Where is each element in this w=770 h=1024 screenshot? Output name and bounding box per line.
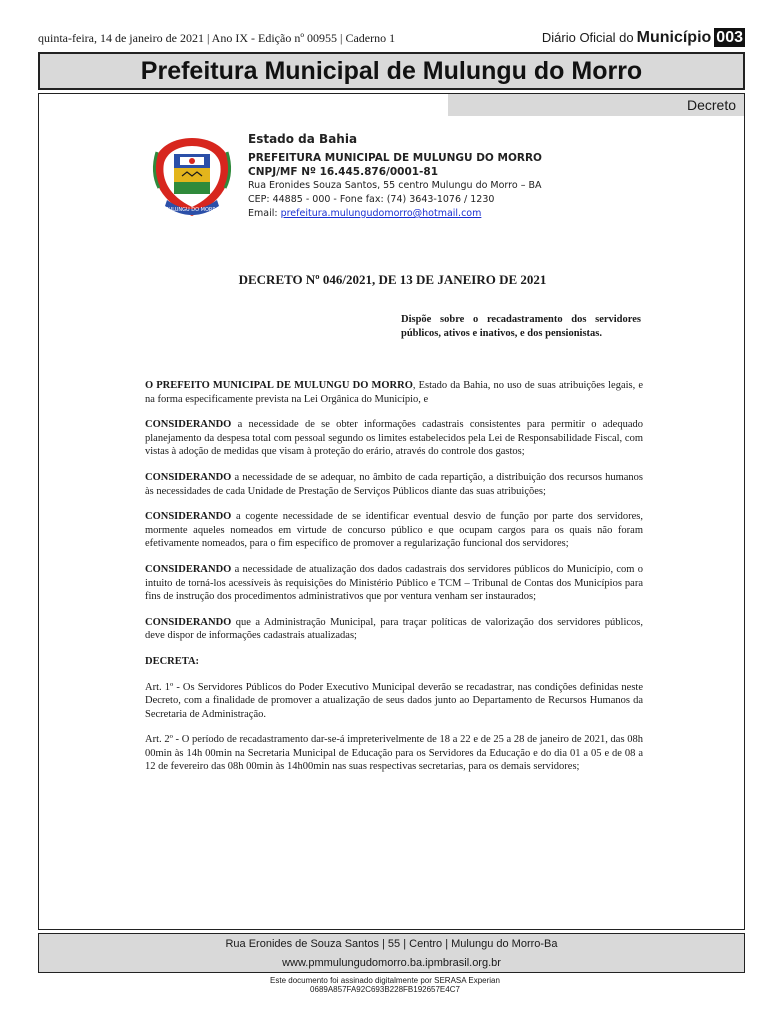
issue-dateline: quinta-feira, 14 de janeiro de 2021 | Ano IX - Edição nº 00955 | Caderno 1	[38, 31, 396, 45]
paragraph-article-2: Art. 2º - O período de recadastramento dar-se-á impreterivelmente de 18 a 22 e de 25 a 28 de janeiro de 2021, das 08h 00min às 14h 00min na Secretaria Municipal de Educação para os Servidores da Educação e do dia 01 a 05 e de 08 a 12 de fevereiro das 08h 00min às 14h00min nas suas respectivas secretarias, para os demais servidores;	[145, 734, 643, 773]
masthead-label: Diário Oficial do	[541, 30, 634, 45]
municipal-crest-icon	[147, 132, 237, 222]
page-title: Prefeitura Municipal de Mulungu do Morro	[140, 56, 643, 85]
address-line: Rua Eronides Souza Santos, 55 centro Mulungu do Morro – BA	[248, 180, 542, 191]
footer	[38, 933, 745, 973]
email-link[interactable]: prefeitura.mulungudomorro@hotmail.com	[280, 208, 482, 219]
gazette-masthead	[542, 28, 745, 47]
cep-phone-line: CEP: 44885 - 000 - Fone fax: (74) 3643-1076 / 1230	[248, 194, 495, 205]
paragraph-considerando: CONSIDERANDO que a Administração Municipal, para traçar políticas de valorização dos servidores públicos, deve dispor de informações cadastrais atualizadas;	[145, 616, 643, 642]
footer-address: Rua Eronides de Souza Santos | 55 | Centro | Mulungu do Morro-Ba	[225, 938, 558, 950]
title-banner	[38, 52, 745, 90]
paragraph-considerando: CONSIDERANDO a necessidade de se adequar, no âmbito de cada repartição, a distribuição dos recursos humanos às necessidades de cada Unidade de Prestação de Serviços Públicos diante das suas atribuições;	[145, 471, 643, 497]
digital-signature-note	[0, 976, 770, 994]
footer-website[interactable]: www.pmmulungudomorro.ba.ipmbrasil.org.br	[282, 957, 501, 969]
prefeitura-name: PREFEITURA MUNICIPAL DE MULUNGU DO MORRO	[248, 152, 542, 164]
paragraph-article-1: Art. 1º - Os Servidores Públicos do Poder Executivo Municipal deverão se recadastrar, nas condições definidas neste Decreto, com a finalidade de promover a atualização de seus dados junto ao Departamento de Recursos Humanos da Secretaria de Administração.	[145, 681, 643, 720]
signature-line: Este documento foi assinado digitalmente por SERASA Experian	[270, 976, 500, 985]
letterhead-text	[248, 132, 542, 221]
email-label: Email:	[248, 208, 281, 219]
decree-summary: Dispõe sobre o recadastramento dos servidores públicos, ativos e inativos, e dos pensionistas.	[401, 314, 641, 339]
page-number-badge: 003	[716, 29, 743, 46]
state-name: Estado da Bahia	[248, 132, 358, 146]
crest-text: MULUNGU DO MORRO	[164, 207, 220, 213]
gazette-header	[38, 28, 745, 48]
paragraph-decreta: DECRETA:	[145, 655, 200, 667]
document-frame	[38, 93, 745, 930]
paragraph-preamble: O PREFEITO MUNICIPAL DE MULUNGU DO MORRO, Estado da Bahia, no uso de suas atribuições legais, e na forma especificamente prevista na Lei Orgânica do Município, e	[145, 380, 643, 405]
decree-body	[145, 379, 643, 786]
decree-title: DECRETO Nº 046/2021, DE 13 DE JANEIRO DE 2021	[238, 272, 547, 287]
letterhead	[147, 132, 567, 232]
cnpj: CNPJ/MF Nº 16.445.876/0001-81	[248, 166, 439, 178]
paragraph-considerando: CONSIDERANDO a necessidade de atualização dos dados cadastrais dos servidores públicos do Município, com o intuito de torná-los acessíveis às requisições do Ministério Público e TCM – Tribunal de Contas dos Municípios para fins de instrução dos procedimentos administrativos que por ventura venham ser instaurados;	[145, 563, 643, 603]
paragraph-considerando: CONSIDERANDO a cogente necessidade de se identificar eventual desvio de função por parte dos servidores, mormente aqueles nomeados em virtude de concurso público e que ocupam cargos para os quais não foram efetivamente nomeados, para o fim específico de promover a regularização funcional dos servidores;	[145, 511, 643, 550]
masthead-municipio: Município	[636, 28, 712, 46]
paragraph-considerando: CONSIDERANDO a necessidade de se obter informações cadastrais consistentes para permitir o adequado planejamento da despesa total com pessoal segundo os limites estabelecidos pela Lei de Responsabilidade Fiscal, com vistas à adoção de medidas que visam à proteção do erário, através do controle dos gastos;	[145, 419, 643, 458]
signature-hash: 0689A857FA92C693B228FB192657E4C7	[310, 985, 460, 994]
section-tag: Decreto	[448, 94, 744, 116]
email-line	[248, 207, 542, 221]
